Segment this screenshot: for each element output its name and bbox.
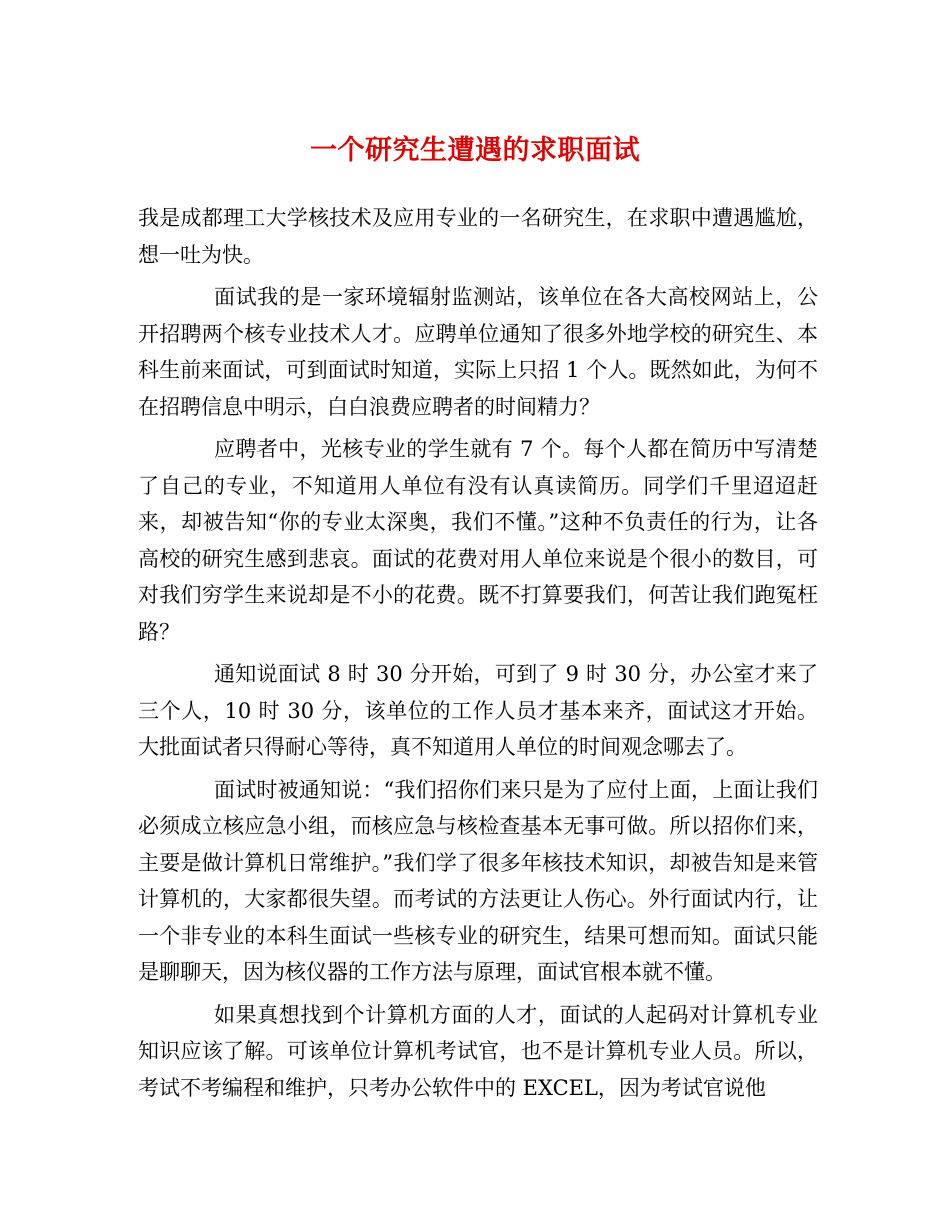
document-body	[138, 200, 818, 1112]
paragraph: 应聘者中，光核专业的学生就有 7 个。每个人都在简历中写清楚了自己的专业，不知道用人单位有没有认真读简历。同学们千里迢迢赶来，却被告知“你的专业太深奥，我们不懂。”这种不负责任的行为，让各高校的研究生感到悲哀。面试的花费对用人单位来说是个很小的数目，可对我们穷学生来说却是不小的花费。既不打算要我们，何苦让我们跑冤枉路？	[138, 437, 818, 644]
paragraph: 面试我的是一家环境辐射监测站，该单位在各大高校网站上，公开招聘两个核专业技术人才。应聘单位通知了很多外地学校的研究生、本科生前来面试，可到面试时知道，实际上只招 1 个人。既然如此，为何不在招聘信息中明示，白白浪费应聘者的时间精力？	[138, 285, 818, 419]
document-title: 一个研究生遭遇的求职面试	[310, 135, 640, 166]
paragraph: 我是成都理工大学核技术及应用专业的一名研究生，在求职中遭遇尴尬，想一吐为快。	[138, 206, 818, 267]
paragraph: 通知说面试 8 时 30 分开始，可到了 9 时 30 分，办公室才来了三个人，10 时 30 分，该单位的工作人员才基本来齐，面试这才开始。大批面试者只得耐心等待，真不知道用人单位的时间观念哪去了。	[138, 662, 818, 759]
paragraph: 面试时被通知说：“我们招你们来只是为了应付上面，上面让我们必须成立核应急小组，而核应急与核检查基本无事可做。所以招你们来，主要是做计算机日常维护。”我们学了很多年核技术知识，却被告知是来管计算机的，大家都很失望。而考试的方法更让人伤心。外行面试内行，让一个非专业的本科生面试一些核专业的研究生，结果可想而知。面试只能是聊聊天，因为核仪器的工作方法与原理，面试官根本就不懂。	[138, 777, 818, 984]
paragraph: 如果真想找到个计算机方面的人才，面试的人起码对计算机专业知识应该了解。可该单位计算机考试官，也不是计算机专业人员。所以，考试不考编程和维护，只考办公软件中的 EXCEL，因为考试官说他	[138, 1002, 818, 1100]
